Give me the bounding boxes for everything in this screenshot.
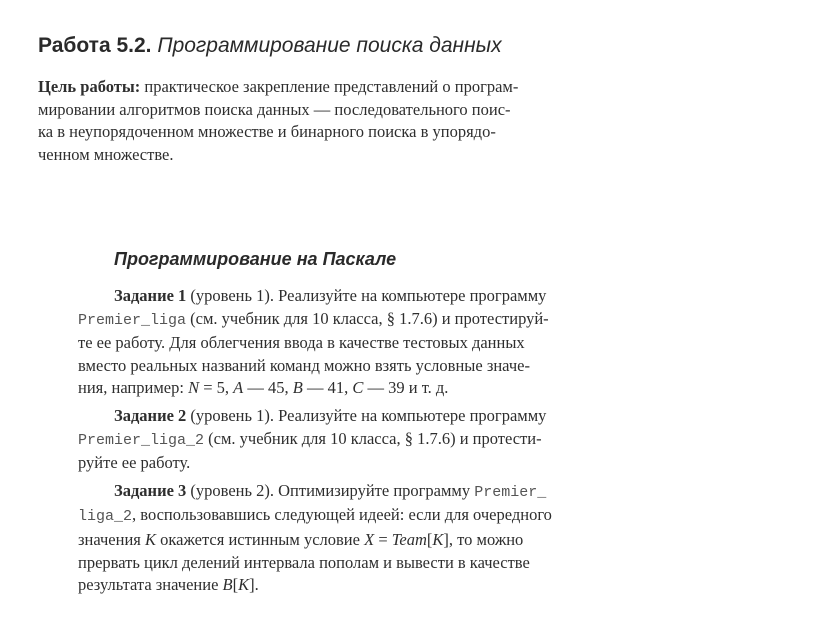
task-text: ], то можно: [443, 529, 524, 549]
task-line: [78, 480, 718, 505]
task-text: — 45,: [243, 378, 293, 398]
tasks-block: [78, 285, 718, 597]
goal-paragraph: [38, 76, 658, 166]
task-text: (уровень 1). Реализуйте на компьютере программу: [186, 405, 547, 425]
goal-label: Цель работы:: [38, 77, 141, 96]
goal-line: ка в неупорядоченном множестве и бинарного поиска в упорядо-: [38, 122, 496, 141]
task-line: те ее работу. Для облегчения ввода в качестве тестовых данных: [78, 333, 525, 353]
section-heading: Программирование на Паскале: [114, 249, 397, 269]
task-text: окажется истинным условие: [156, 529, 365, 549]
task-text: [: [232, 575, 239, 595]
variable: K: [238, 575, 250, 595]
task-text: (см. учебник для 10 класса, § 1.7.6) и протестируй-: [186, 308, 549, 328]
variable: K: [145, 529, 157, 549]
task-text: (уровень 2). Оптимизируйте программу: [186, 480, 475, 500]
task-text: значения: [78, 529, 146, 549]
task-heading: Задание 1: [114, 286, 187, 305]
task-line: прервать цикл делений интервала пополам и вывести в качестве: [78, 552, 530, 572]
task-text: [: [426, 529, 433, 549]
variable: C: [352, 378, 364, 398]
task-text: = 5,: [199, 378, 234, 398]
task-line: вместо реальных названий команд можно взять условные значе-: [78, 355, 530, 375]
task-line: [78, 285, 718, 308]
task-line: [78, 377, 718, 400]
task-3: [78, 480, 718, 597]
program-name: Premier_: [474, 483, 547, 501]
goal-line: [38, 76, 658, 99]
program-name: liga_2: [78, 508, 133, 526]
goal-text: практическое закрепление представлений о програм-: [140, 77, 519, 96]
task-text: , воспользовавшись следующей идеей: если для очередного: [132, 505, 552, 525]
program-name: Premier_liga_2: [78, 431, 205, 449]
variable: Team: [391, 529, 427, 549]
task-line: руйте ее работу.: [78, 453, 191, 473]
program-name: Premier_liga: [78, 311, 187, 329]
task-1: [78, 285, 718, 400]
variable: B: [222, 575, 233, 595]
variable: X: [364, 529, 375, 549]
page-title: [38, 34, 502, 58]
variable: B: [292, 378, 303, 398]
task-line: [78, 504, 718, 529]
task-text: — 39 и т. д.: [363, 378, 449, 398]
goal-line: ченном множестве.: [38, 144, 174, 164]
variable: A: [233, 378, 244, 398]
task-line: [78, 574, 718, 597]
task-2: [78, 405, 718, 475]
task-text: ния, например:: [78, 378, 189, 398]
task-heading: Задание 2: [114, 405, 187, 425]
work-number: Работа 5.2.: [38, 34, 152, 57]
task-text: =: [374, 529, 392, 549]
task-heading: Задание 3: [114, 480, 187, 500]
variable: N: [188, 378, 200, 398]
variable: K: [432, 529, 444, 549]
task-text: (см. учебник для 10 класса, § 1.7.6) и протести-: [204, 428, 542, 448]
goal-line: мировании алгоритмов поиска данных — последовательного поис-: [38, 99, 511, 119]
task-text: (уровень 1). Реализуйте на компьютере программу: [186, 286, 547, 305]
work-title: Программирование поиска данных: [157, 34, 502, 57]
task-text: — 41,: [302, 378, 353, 398]
task-text: результата значение: [78, 575, 223, 595]
task-line: [78, 428, 718, 453]
task-text: ].: [249, 575, 259, 595]
task-line: [78, 308, 718, 333]
task-line: [78, 405, 718, 428]
task-line: [78, 529, 718, 552]
